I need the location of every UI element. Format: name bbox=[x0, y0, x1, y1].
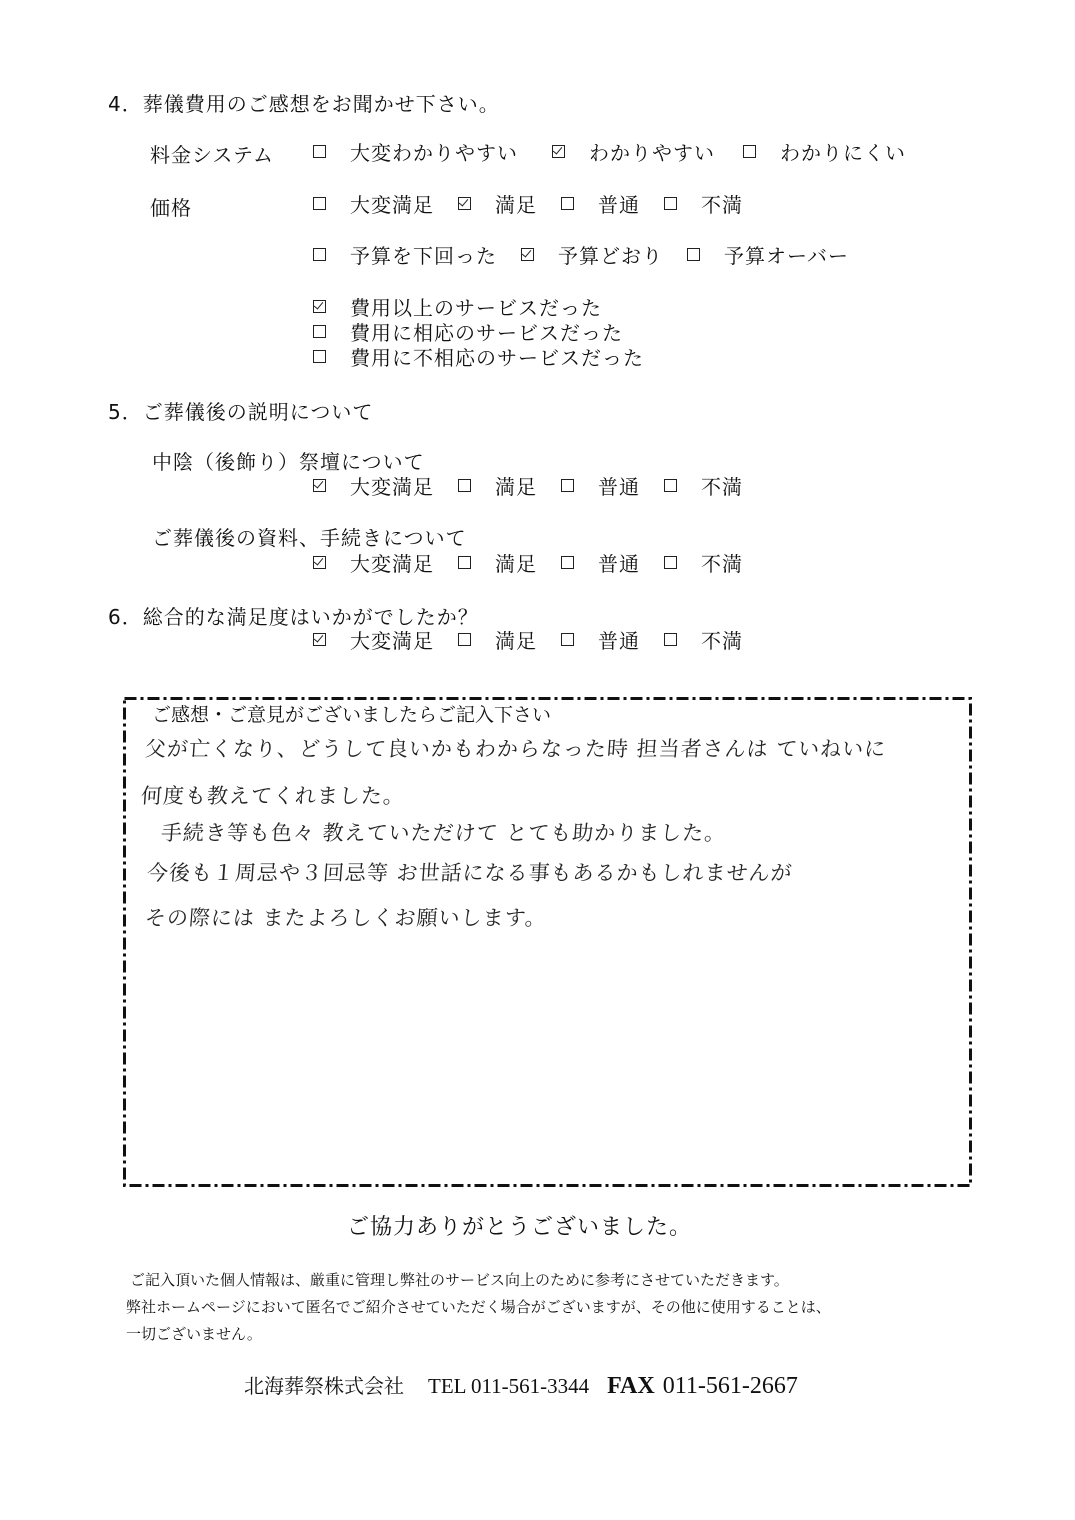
option-dissatisfied[interactable]: 不満 bbox=[664, 189, 743, 218]
checkbox-icon[interactable] bbox=[561, 556, 574, 569]
option-very-satisfied[interactable]: 大変満足 bbox=[313, 471, 434, 500]
option-over-budget[interactable]: 予算オーバー bbox=[687, 240, 849, 269]
option-dissatisfied[interactable]: 不満 bbox=[664, 548, 743, 577]
comment-line: 手続き等も色々 教えていただけて とても助かりました。 bbox=[160, 821, 728, 845]
checkbox-checked-icon[interactable] bbox=[313, 633, 326, 646]
checkbox-checked-icon[interactable] bbox=[313, 556, 326, 569]
checkbox-icon[interactable] bbox=[664, 633, 677, 646]
documents-label: ご葬儀後の資料、手続きについて bbox=[152, 526, 467, 550]
comment-label: ご感想・ご意見がございましたらご記入下さい bbox=[152, 704, 552, 726]
option-clear[interactable]: わかりやすい bbox=[552, 137, 715, 166]
checkbox-icon[interactable] bbox=[313, 197, 326, 210]
altar-label: 中陰（後飾り）祭壇について bbox=[152, 450, 425, 474]
comment-line: 今後も１周忌や３回忌等 お世話になる事もあるかもしれませんが bbox=[146, 861, 794, 885]
q4-title: 4．葬儀費用のご感想をお聞かせ下さい。 bbox=[108, 92, 500, 116]
privacy-notice-line: 一切ございません。 bbox=[126, 1325, 262, 1343]
price-value-option-3 bbox=[313, 342, 668, 371]
option-under-budget[interactable]: 予算を下回った bbox=[313, 240, 497, 269]
q6-title: 6．総合的な満足度はいかがでしたか？ bbox=[108, 605, 479, 629]
option-satisfied[interactable]: 満足 bbox=[458, 471, 537, 500]
checkbox-icon[interactable] bbox=[664, 197, 677, 210]
checkbox-icon[interactable] bbox=[561, 633, 574, 646]
option-unclear[interactable]: わかりにくい bbox=[743, 137, 906, 166]
checkbox-checked-icon[interactable] bbox=[313, 300, 326, 313]
checkbox-checked-icon[interactable] bbox=[313, 479, 326, 492]
option-very-clear[interactable]: 大変わかりやすい bbox=[313, 137, 518, 166]
checkbox-icon[interactable] bbox=[561, 197, 574, 210]
dashed-border bbox=[123, 697, 973, 1188]
option-satisfied[interactable]: 満足 bbox=[458, 548, 537, 577]
fee-system-options bbox=[313, 137, 930, 166]
privacy-notice-line: 弊社ホームページにおいて匿名でご紹介させていただく場合がございますが、その他に使用することは、 bbox=[126, 1298, 831, 1316]
option-satisfied[interactable]: 満足 bbox=[458, 625, 537, 654]
option-dissatisfied[interactable]: 不満 bbox=[664, 471, 743, 500]
checkbox-icon[interactable] bbox=[458, 633, 471, 646]
option-on-budget[interactable]: 予算どおり bbox=[521, 240, 663, 269]
checkbox-icon[interactable] bbox=[743, 145, 756, 158]
price-satisfaction-options bbox=[313, 189, 767, 218]
price-budget-options bbox=[313, 240, 873, 269]
q5-title: 5．ご葬儀後の説明について bbox=[108, 400, 374, 424]
thanks-message: ご協力ありがとうございました。 bbox=[347, 1215, 693, 1240]
checkbox-icon[interactable] bbox=[313, 350, 326, 363]
option-average[interactable]: 普通 bbox=[561, 625, 640, 654]
fax-label: FAX bbox=[607, 1373, 655, 1399]
fax-number: 011-561-2667 bbox=[662, 1373, 798, 1399]
checkbox-icon[interactable] bbox=[664, 479, 677, 492]
option-above-cost[interactable]: 費用以上のサービスだった bbox=[313, 292, 602, 321]
company-name: 北海葬祭株式会社 bbox=[244, 1374, 404, 1398]
checkbox-icon[interactable] bbox=[313, 248, 326, 261]
altar-options bbox=[313, 471, 767, 500]
option-dissatisfied[interactable]: 不満 bbox=[664, 625, 743, 654]
tel-number: TEL 011-561-3344 bbox=[428, 1374, 590, 1398]
option-very-satisfied[interactable]: 大変満足 bbox=[313, 548, 434, 577]
documents-options bbox=[313, 548, 767, 577]
price-label: 価格 bbox=[150, 196, 192, 220]
comment-box[interactable] bbox=[123, 697, 973, 1188]
comment-line: 何度も教えてくれました。 bbox=[140, 784, 406, 808]
option-average[interactable]: 普通 bbox=[561, 548, 640, 577]
company-contact bbox=[244, 1370, 798, 1400]
checkbox-icon[interactable] bbox=[313, 145, 326, 158]
fee-system-label: 料金システム bbox=[150, 143, 274, 167]
checkbox-icon[interactable] bbox=[664, 556, 677, 569]
option-very-satisfied[interactable]: 大変満足 bbox=[313, 189, 434, 218]
checkbox-icon[interactable] bbox=[458, 556, 471, 569]
option-average[interactable]: 普通 bbox=[561, 189, 640, 218]
checkbox-checked-icon[interactable] bbox=[458, 197, 471, 210]
checkbox-icon[interactable] bbox=[458, 479, 471, 492]
checkbox-icon[interactable] bbox=[561, 479, 574, 492]
option-average[interactable]: 普通 bbox=[561, 471, 640, 500]
option-satisfied[interactable]: 満足 bbox=[458, 189, 537, 218]
checkbox-checked-icon[interactable] bbox=[552, 145, 565, 158]
checkbox-icon[interactable] bbox=[687, 248, 700, 261]
overall-options bbox=[313, 625, 767, 654]
checkbox-checked-icon[interactable] bbox=[521, 248, 534, 261]
comment-line: 父が亡くなり、どうして良いかもわからなった時 担当者さんは ていねいに bbox=[144, 737, 888, 761]
option-very-satisfied[interactable]: 大変満足 bbox=[313, 625, 434, 654]
option-not-commensurate[interactable]: 費用に不相応のサービスだった bbox=[313, 342, 644, 371]
comment-line: その際には またよろしくお願いします。 bbox=[144, 906, 548, 930]
checkbox-icon[interactable] bbox=[313, 325, 326, 338]
privacy-notice-line: ご記入頂いた個人情報は、厳重に管理し弊社のサービス向上のために参考にさせていただきます。 bbox=[130, 1271, 789, 1289]
option-commensurate[interactable]: 費用に相応のサービスだった bbox=[313, 317, 623, 346]
